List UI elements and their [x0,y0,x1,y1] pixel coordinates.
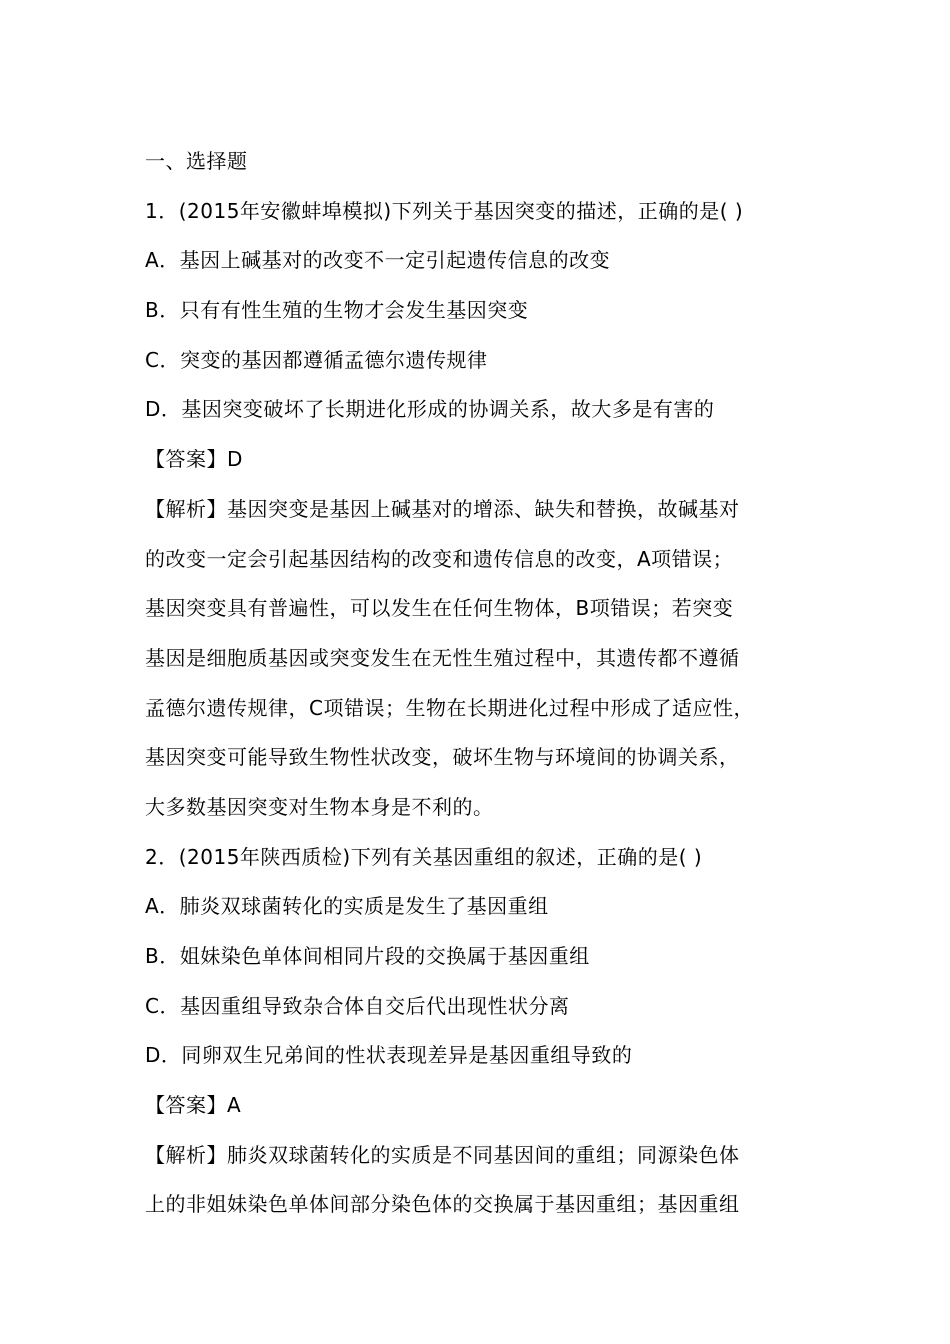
answer-line: 【答案】A [145,1093,242,1118]
analysis-line: 基因突变可能导致生物性状改变，破坏生物与环境间的协调关系， [145,745,740,770]
option-b: B．只有有性生殖的生物才会发生基因突变 [145,298,529,323]
section-title: 一、选择题 [145,149,248,173]
answer-line: 【答案】D [145,447,243,472]
analysis-line: 基因是细胞质基因或突变发生在无性生殖过程中，其遗传都不遵循 [145,645,740,670]
document-page [145,137,835,1230]
analysis-line: 大多数基因突变对生物本身是不利的。 [145,794,494,819]
question-stem: 2．(2015年陕西质检)下列有关基因重组的叙述，正确的是( ) [145,844,703,869]
question-stem: 1．(2015年安徽蚌埠模拟)下列关于基因突变的描述，正确的是( ) [145,198,744,223]
question-1 [145,187,835,833]
option-d: D．同卵双生兄弟间的性状表现差异是基因重组导致的 [145,1043,633,1068]
analysis-line: 【解析】肺炎双球菌转化的实质是不同基因间的重组；同源染色体 [145,1142,740,1167]
analysis-line: 【解析】基因突变是基因上碱基对的增添、缺失和替换，故碱基对 [145,496,740,521]
question-2 [145,833,835,1231]
option-a: A．肺炎双球菌转化的实质是发生了基因重组 [145,894,549,919]
option-c: C．突变的基因都遵循孟德尔遗传规律 [145,347,488,372]
option-d: D．基因突变破坏了长期进化形成的协调关系，故大多是有害的 [145,397,715,422]
analysis-line: 孟德尔遗传规律，C项错误；生物在长期进化过程中形成了适应性， [145,695,754,720]
analysis-line: 的改变一定会引起基因结构的改变和遗传信息的改变，A项错误； [145,546,734,571]
option-a: A．基因上碱基对的改变不一定引起遗传信息的改变 [145,248,611,273]
option-b: B．姐妹染色单体间相同片段的交换属于基因重组 [145,944,590,968]
analysis-line: 上的非姐妹染色单体间部分染色体的交换属于基因重组；基因重组 [145,1192,740,1217]
analysis-line: 基因突变具有普遍性，可以发生在任何生物体，B项错误；若突变 [145,596,734,621]
option-c: C．基因重组导致杂合体自交后代出现性状分离 [145,993,570,1018]
